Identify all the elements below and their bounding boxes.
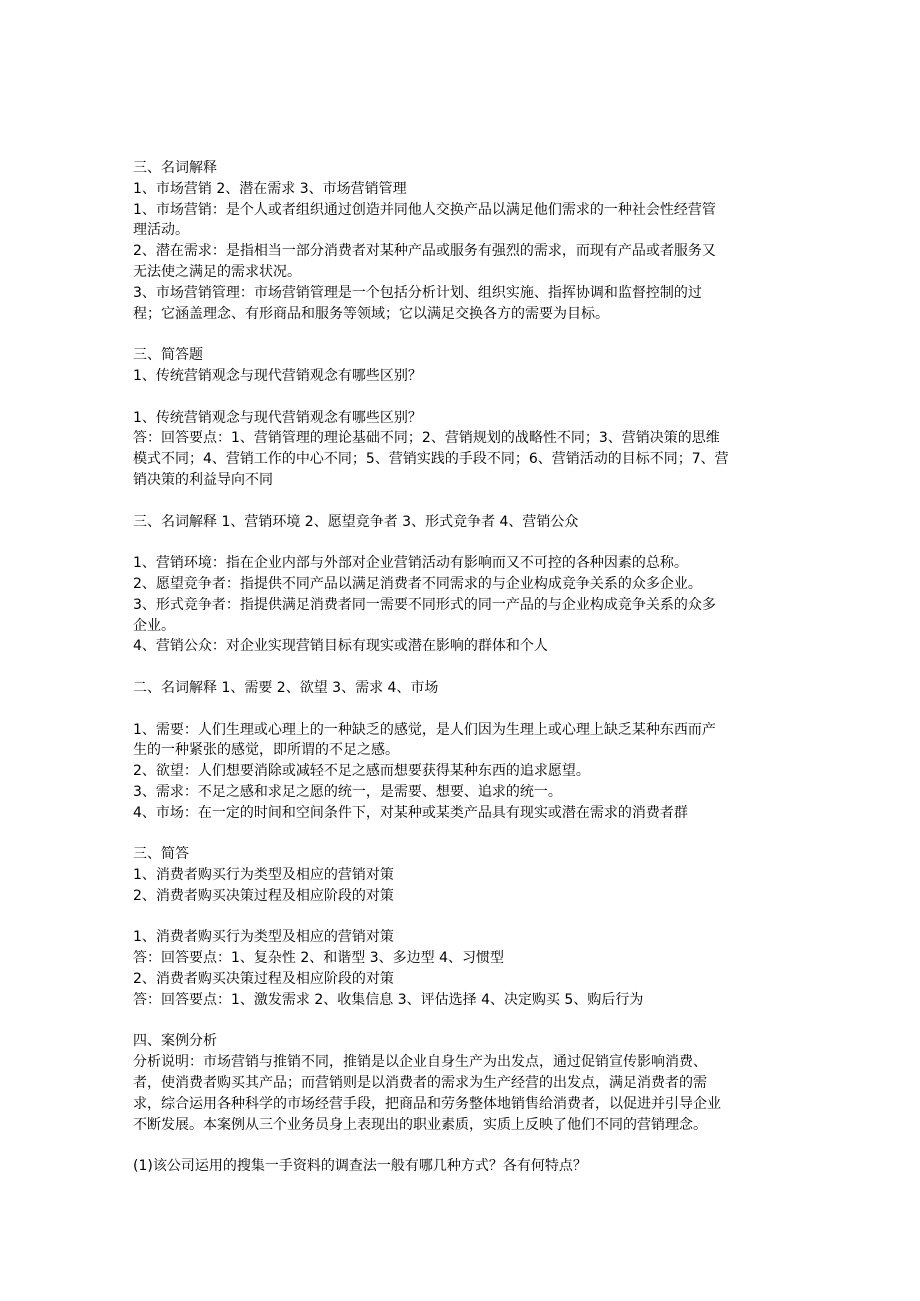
text-line: 1、营销环境：指在企业内部与外部对企业营销活动有影响而又不可控的各种因素的总称。 [133,555,688,572]
section-heading: 三、简答题 [133,347,203,364]
text-line: 2、消费者购买决策过程及相应阶段的对策 [133,971,394,988]
text-line: 2、潜在需求：是指相当一部分消费者对某种产品或服务有强烈的需求，而现有产品或者服务又 [133,243,716,260]
text-line: 2、愿望竞争者：指提供不同产品以满足消费者不同需求的与企业构成竞争关系的众多企业。 [133,575,702,592]
text-line: 销决策的利益导向不同 [133,471,273,488]
text-line: 分析说明：市场营销与推销不同，推销是以企业自身生产为出发点，通过促销宣传影响消费、 [133,1054,707,1071]
text-line: 2、欲望：人们想要消除或减轻不足之感而想要获得某种东西的追求愿望。 [133,763,590,780]
text-line: 求，综合运用各种科学的市场经营手段，把商品和劳务整体地销售给消费者，以促进并引导企业 [133,1095,721,1112]
block-terms-2-heading [133,512,793,533]
text-line: 2、消费者购买决策过程及相应阶段的对策 [133,887,394,904]
document-body [133,158,793,1177]
text-line: 者，使消费者购买其产品；而营销则是以消费者的需求为生产经营的出发点，满足消费者的需 [133,1075,707,1092]
block-terms-3-heading [133,678,793,699]
block-terms-2 [133,553,793,657]
text-line: 企业。 [133,617,175,634]
text-line: 3、需求：不足之感和求足之愿的统一，是需要、想要、追求的统一。 [133,783,562,800]
block-case-question [133,1156,793,1177]
text-line: 1、消费者购买行为类型及相应的营销对策 [133,929,394,946]
text-line: 3、形式竞争者：指提供满足消费者同一需要不同形式的同一产品的与企业构成竞争关系的众多 [133,596,716,613]
section-heading: 三、名词解释 [133,160,217,176]
text-line: (1)该公司运用的搜集一手资料的调查法一般有哪几种方式？各有何特点？ [133,1158,587,1175]
block-short-answer-2 [133,927,793,1010]
block-case-analysis [133,1031,793,1135]
text-line: 答：回答要点：1、营销管理的理论基础不同；2、营销规划的战略性不同；3、营销决策的思维 [133,430,720,447]
text-line: 答：回答要点：1、激发需求 2、收集信息 3、评估选择 4、决定购买 5、购后行为 [133,991,644,1008]
text-line: 1、消费者购买行为类型及相应的营销对策 [133,867,394,884]
text-line: 程；它涵盖理念、有形商品和服务等领域；它以满足交换各方的需要为目标。 [133,305,609,322]
text-line: 不断发展。本案例从三个业务员身上表现出的职业素质，实质上反映了他们不同的营销理念。 [133,1116,707,1133]
block-terms-1 [133,158,793,324]
text-line: 模式不同；4、营销工作的中心不同；5、营销实践的手段不同；6、营销活动的目标不同；7、营 [133,451,729,468]
text-line: 4、营销公众：对企业实现营销目标有现实或潜在影响的群体和个人 [133,638,548,655]
text-line: 4、市场：在一定的时间和空间条件下，对某种或某类产品具有现实或潜在需求的消费者群 [133,804,688,821]
text-line: 1、市场营销：是个人或者组织通过创造并同他人交换产品以满足他们需求的一种社会性经营管 [133,201,716,218]
block-short-answer [133,408,793,491]
text-line: 3、市场营销管理：市场营销管理是一个包括分析计划、组织实施、指挥协调和监督控制的过 [133,284,702,301]
text-line: 理活动。 [133,222,189,239]
text-line: 1、需要：人们生理或心理上的一种缺乏的感觉，是人们因为生理上或心理上缺乏某种东西而产 [133,721,716,738]
text-line: 无法使之满足的需求状况。 [133,263,301,280]
section-heading: 二、名词解释 1、需要 2、欲望 3、需求 4、市场 [133,679,439,696]
section-heading: 三、名词解释 1、营销环境 2、愿望竞争者 3、形式竞争者 4、营销公众 [133,513,579,530]
text-line: 1、市场营销 2、潜在需求 3、市场营销管理 [133,180,407,197]
block-short-answer-2-questions [133,844,793,906]
block-terms-3 [133,720,793,824]
text-line: 生的一种紧张的感觉，即所谓的不足之感。 [133,742,399,759]
block-short-answer-question [133,345,793,387]
section-heading: 三、简答 [133,846,189,863]
text-line: 1、传统营销观念与现代营销观念有哪些区别？ [133,409,422,426]
section-heading: 四、案例分析 [133,1033,217,1050]
text-line: 1、传统营销观念与现代营销观念有哪些区别？ [133,367,422,384]
text-line: 答：回答要点：1、复杂性 2、和谐型 3、多边型 4、习惯型 [133,950,504,967]
